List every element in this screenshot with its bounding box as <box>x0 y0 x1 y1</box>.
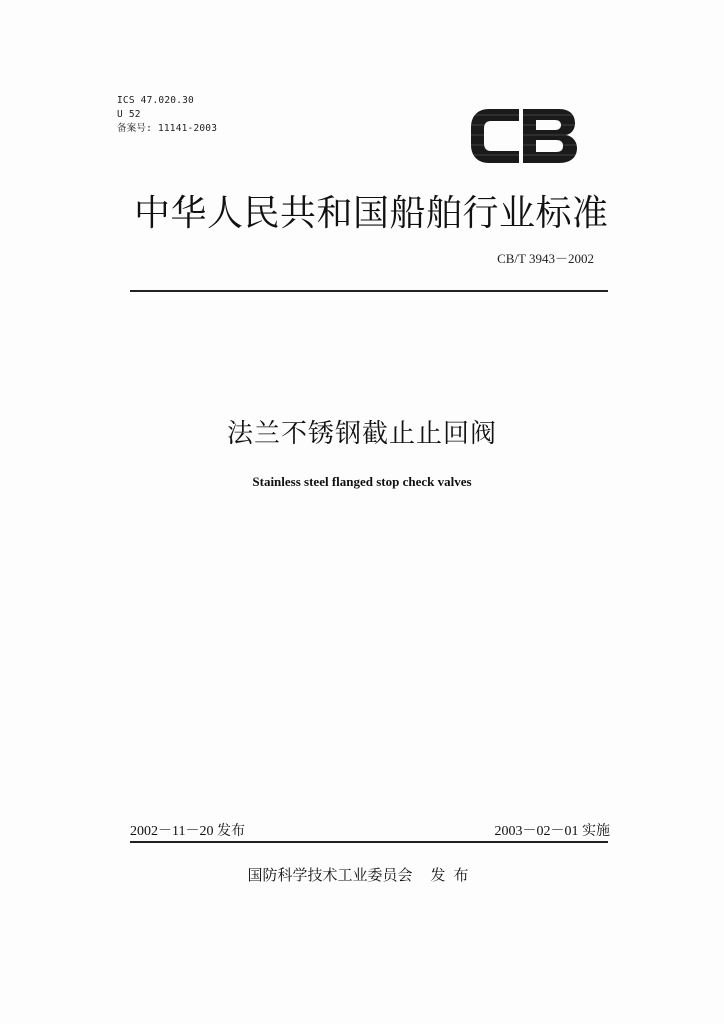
issuer-line <box>0 864 724 885</box>
document-title-english: Stainless steel flanged stop check valves <box>252 474 472 489</box>
ics-code: ICS 47.020.30 <box>117 95 194 106</box>
record-number: 备案号: 11141-2003 <box>117 123 218 134</box>
cb-logo <box>467 105 579 167</box>
bottom-divider <box>130 841 608 843</box>
top-divider <box>130 290 608 292</box>
issue-date: 2002－11－20 发布 <box>130 824 245 839</box>
class-code: U 52 <box>117 109 141 120</box>
document-title-chinese: 法兰不锈钢截止止回阀 <box>226 419 497 449</box>
publish-label: 发布 <box>430 866 477 884</box>
classification-block <box>117 94 217 136</box>
issuing-authority: 国防科学技术工业委员会 <box>247 866 413 884</box>
implementation-date: 2003－02－01 实施 <box>494 824 610 839</box>
standard-number: CB/T 3943－2002 <box>497 251 594 266</box>
main-title: 中华人民共和国船舶行业标准 <box>134 193 609 234</box>
